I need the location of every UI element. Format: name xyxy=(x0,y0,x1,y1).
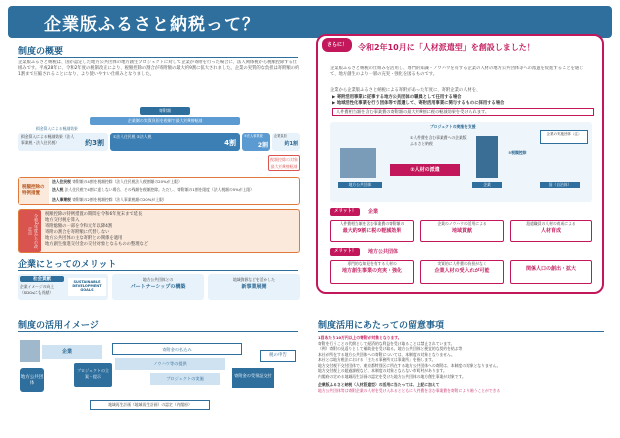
note-line: 1回あたり10万円以上の寄附が対象となります。 xyxy=(318,335,402,340)
cell-label: ③法人事業税 xyxy=(244,134,263,138)
tax-row xyxy=(52,197,297,203)
merit1-tag: メリット！ xyxy=(330,208,360,216)
cell-enterprise xyxy=(242,133,270,151)
highlight-item-text: 地域活性化事業を行う団体等で派遣して、寄附活用事業に関与するものに採用する場合 xyxy=(336,101,505,106)
cell-label: 企業負担 xyxy=(274,134,287,138)
merit2-text: 専門的な知見を有する人材の xyxy=(347,261,397,266)
note-line: 地方交付税不交付団体で、東京都特別区に所在する地方公共団体への寄附は、本制度の対象となりません。 xyxy=(318,362,501,368)
tax-row-text: 法人住民税で4割に達しない場合、その残額を税額控除。ただし、寄附額の1割を限度（法人税額の5%が上限） xyxy=(64,187,254,192)
overview-body: 企業版ふるさと納税は、国が認定した地方公共団体の地方創生プロジェクトに対して企業が寄附を行った場合に、法人関係税から税額控除する仕組みです。平成28年に、令和2年度の税制改正により、税額控除の割合が寄附額の最大約9割に拡大されました。企業の実質的な負担は寄附額の約1割まで圧縮されることになり、より使いやすい仕組みとなりました。 xyxy=(18,60,300,77)
merit-text: 企業イメージの向上（SDGsにも貢献） xyxy=(20,284,55,295)
amendment-item: 税額控除の特例措置の期間を令和6年度末まで延長 xyxy=(45,212,143,217)
merit1-item xyxy=(510,220,592,242)
merit-item xyxy=(208,274,300,300)
usage-gov: 地方公共団体 xyxy=(20,368,44,392)
cell-value: 4割 xyxy=(224,139,236,147)
note-line: （例）寄附の見返りとして補助金を受け取る。地方公共団体と便宜的な契約を結ぶ等 xyxy=(318,346,463,351)
merit2-who: 地方公共団体 xyxy=(368,249,399,255)
notes-rule xyxy=(318,331,604,332)
tax-row xyxy=(52,187,297,197)
merit-text: パートナーシップの構築 xyxy=(130,283,186,290)
cell-value: 約3割 xyxy=(85,139,104,147)
merit-item xyxy=(18,274,108,300)
usage-rule xyxy=(18,331,298,332)
merit2-item xyxy=(510,260,592,284)
note-line: 地方交付税上の超過課税など、本制度の対象とならない市町村があります。 xyxy=(318,368,447,373)
tax-row-text: 寄附額の2割を税額控除（法人事業税額の20%が上限） xyxy=(72,197,167,202)
flow-step: ノウハウ等の提供 xyxy=(115,358,225,370)
amendments-box xyxy=(18,209,300,253)
gov-building-icon xyxy=(340,148,376,178)
merit2-item xyxy=(420,260,504,284)
merit2-item xyxy=(330,260,414,284)
note-line: 寄附を行うことの代償として経済的な利益を受け取ることは禁止されています。 xyxy=(318,340,455,346)
amendments-ribbon: 令和2年度からの改正点 xyxy=(19,210,41,252)
cell-value: 2割 xyxy=(257,142,268,149)
flow-step: 寄附金の払込み xyxy=(112,343,242,355)
merit-heading: 企業にとってのメリット xyxy=(18,260,117,270)
cell-deduction xyxy=(18,133,108,151)
highlight-note: 人件費相当額を含む事業費の寄附額の最大約9割に税の軽減効果を受けられます。 xyxy=(332,108,594,116)
merit1-hl: 地域貢献 xyxy=(451,227,472,234)
corp-building-icon xyxy=(476,136,498,178)
merit1-text: 人件費相当額を含む事業費の寄附額の xyxy=(339,221,405,226)
notes-list xyxy=(318,335,604,393)
cell-value: 約1割 xyxy=(284,141,298,147)
tax-rows-head: 税額控除の特例措置 xyxy=(19,178,49,204)
page-title: 企業版ふるさと納税って？ xyxy=(44,15,260,35)
merit-text: 新事業展開 xyxy=(241,283,267,290)
merit2-tag: メリット！ xyxy=(330,248,360,256)
note-line: 本社とは地方税法における「主たる事務所又は事業所」を指します。 xyxy=(318,357,436,362)
usage-receipt: 寄附金の受領証交付 xyxy=(232,368,274,388)
usage-tax-apply: 税の申告 xyxy=(260,350,296,362)
note-line: 企業版ふるさと納税（人材派遣型）の活用に当たっては、上記に加えて xyxy=(318,382,440,387)
diagram-right-label: 企業の実施団体（注） xyxy=(540,130,588,144)
merit-tag: 地方公共団体との xyxy=(142,277,174,282)
amendment-item: 地方交付税を算入 xyxy=(45,218,80,223)
tax-row-label: 法人住民税 xyxy=(52,179,71,184)
diagram-tax: ③税額控除 xyxy=(508,150,527,155)
diagram-sub: ①人件費を含む事業費への企業版ふるさと納税 xyxy=(410,135,467,146)
merit1-text: 派遣職員の人材の育成による xyxy=(526,221,576,226)
usage-company: 企業 xyxy=(42,345,102,359)
merit-tag: 社会貢献 xyxy=(20,276,64,282)
merit2-hl: 関係人口の創出・拡大 xyxy=(525,266,576,272)
merit1-hl: 最大約9割に税の軽減効果 xyxy=(342,227,402,234)
highlight-item: ▶ 地域活性化事業を行う団体等で派遣して、寄附活用事業に関与するものに採用する場合 xyxy=(332,101,505,106)
merit-item xyxy=(112,274,204,300)
merit2-hl: 地方創生事業の充実・強化 xyxy=(341,267,402,274)
merit1-who: 企業 xyxy=(368,209,379,215)
highlight-item-text: 寄附活用事業に従事する地方公共団体の職員として任用する場合 xyxy=(336,95,462,100)
reduction-bar: 企業側の実質負担を税制で最大約9割軽減 xyxy=(90,117,240,125)
sdgs-logo: SUSTAINABLE DEVELOPMENT GOALS xyxy=(68,278,106,296)
diagram-send: ②人材の派遣 xyxy=(390,164,460,176)
diagram-top: プロジェクトの実施を支援 xyxy=(430,124,476,129)
merit2-hl: 企業人材の受入れが可能 xyxy=(434,267,490,274)
note-line: 内閣府の定める地域再生計画の認定を受けた地方公共団体の地方創生事業が対象です。 xyxy=(318,373,466,379)
notes-heading: 制度活用にあたっての留意事項 xyxy=(318,321,445,331)
max-note: 税額控除の対象最大約9割軽減 xyxy=(270,157,298,169)
usage-heading: 制度の活用イメージ xyxy=(18,321,99,331)
amendment-item: 寄附の割合を寄附額に代替しない xyxy=(45,230,110,235)
cell-burden xyxy=(272,133,300,151)
overview-heading: 制度の概要 xyxy=(18,47,64,57)
donation-bar: 寄附額 xyxy=(140,107,190,115)
merit1-item xyxy=(330,220,414,242)
highlight-list-intro: 企業から企業版ふるさと納税による寄附があった年度に、寄附企業の人材を、 xyxy=(330,88,481,93)
highlight-item: ▶ 寄附活用事業に従事する地方公共団体の職員として任用する場合 xyxy=(332,95,462,100)
cell-resident xyxy=(110,133,240,151)
note-line: 地方公共団体等は寄附企業の人材を受け入れるとともに人件費を含む事業費を寄附により賄うことができる xyxy=(318,387,501,393)
merit1-item xyxy=(420,220,504,242)
overview-rule xyxy=(18,57,298,58)
usage-project: プロジェクトの立案・提示 xyxy=(74,363,112,387)
merit2-text: 実質的に人件費の負担がなく xyxy=(437,261,487,266)
amendment-item: 地方創生推進交付金の交付対象となるものの整理など xyxy=(45,242,149,247)
highlight-intro: 企業版ふるさと納税の仕組みを活用し、専門的知識・ノウハウを有する企業の人材の地方公共団体等への派遣を促進することを通じて、地方創生のより一層の充実・強化を図るものです。 xyxy=(330,66,584,77)
highlight-title: 令和2年10月に「人材派遣型」を創設しました！ xyxy=(358,43,535,52)
cell-label: 損金算入による軽減効果（法人事業税・法人住民税） xyxy=(21,134,75,145)
highlight-badge: さらに！ xyxy=(322,38,352,52)
cell-label: ①法人住民税 ②法人税 xyxy=(113,134,152,139)
flow-step: プロジェクトの実施 xyxy=(150,373,220,385)
note-line: 本社が所在する地方公共団体への寄附については、本制度の対象となりません。 xyxy=(318,351,455,357)
diagram-gov: 地方公共団体 xyxy=(338,182,382,188)
tax-row-text: 寄附額の4割を税額控除（法人住民税法人税割額の20%が上限） xyxy=(72,179,182,184)
amendment-item: 地方公共団体の主な寄附との関係を適用 xyxy=(45,236,123,241)
merit-tag: 地域資源などを活かした xyxy=(233,277,275,282)
tax-rows xyxy=(18,177,300,205)
tax-row xyxy=(52,179,297,185)
diagram-office: 国（自治体） xyxy=(540,182,580,188)
usage-footer: 地域再生計画（地域再生計画）の認定（内閣府） xyxy=(90,400,210,410)
amendment-item: 寄附総額の一部を令和元年以降4割 xyxy=(45,224,113,229)
diagram-corp: 企業 xyxy=(472,182,502,188)
tax-row-label: 法人事業税 xyxy=(52,197,71,202)
merit1-text: 企業のノウハウの活用による xyxy=(437,221,487,226)
deduction-label: 損金算入による軽減効果 xyxy=(36,126,78,131)
merit-rule xyxy=(18,270,298,271)
building-icon xyxy=(20,340,40,362)
merit1-hl: 人材育成 xyxy=(540,227,561,234)
tax-row-label: 法人税 xyxy=(52,187,64,192)
